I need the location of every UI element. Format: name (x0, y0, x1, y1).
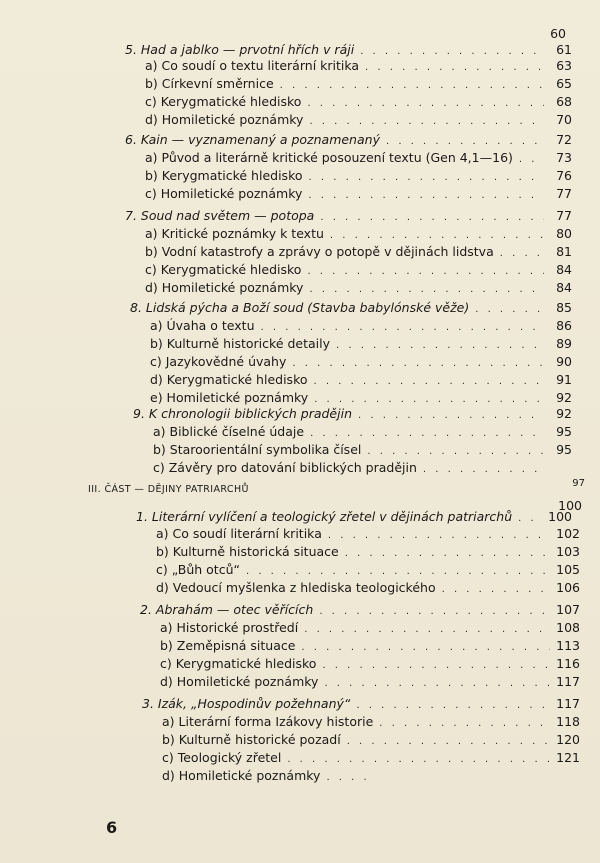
toc-entry (156, 580, 580, 598)
entry-page-number: 100 (548, 509, 572, 524)
entry-page-number: 84 (556, 262, 572, 277)
entry-page-number: 117 (556, 674, 580, 689)
part-title: III. ČÁST — DĚJINY PATRIARCHŮ (88, 484, 249, 495)
entry-page-number: 95 (556, 424, 572, 439)
toc-entry (145, 112, 572, 130)
entry-title: b) Církevní směrnice (145, 76, 274, 91)
entry-page-number: 63 (556, 58, 572, 73)
entry-page-number: 107 (556, 602, 580, 617)
dot-leader (309, 114, 544, 130)
dot-leader (475, 302, 544, 318)
entry-title: d) Kerygmatické hledisko (150, 372, 308, 387)
toc-entry (162, 750, 580, 768)
entry-title: b) Staroorientální symbolika čísel (153, 442, 362, 457)
entry-title: d) Homiletické poznámky (145, 280, 304, 295)
toc-entry (150, 336, 572, 354)
entry-page-number: 68 (556, 94, 572, 109)
entry-page-number: 118 (556, 714, 580, 729)
entry-title: b) Kulturně historické pozadí (162, 732, 341, 747)
dot-leader (423, 462, 544, 478)
entry-page-number: 77 (556, 186, 572, 201)
dot-leader (324, 676, 550, 692)
toc-entry (150, 318, 572, 336)
dot-leader (500, 246, 544, 262)
toc-entry (145, 168, 572, 186)
entry-page-number: 84 (556, 280, 572, 295)
dot-leader (358, 408, 544, 424)
page-folio: 6 (106, 818, 118, 837)
entry-title: c) Jazykovědné úvahy (150, 354, 287, 369)
toc-entry (153, 442, 572, 460)
toc-heading (133, 406, 572, 424)
dot-leader (301, 640, 550, 656)
dot-leader (309, 282, 544, 298)
dot-leader (280, 78, 544, 94)
entry-page-number: 92 (556, 390, 572, 405)
dot-leader (246, 564, 550, 580)
entry-title: d) Vedoucí myšlenka z hlediska teologického (156, 580, 436, 595)
entry-page-number: 73 (556, 150, 572, 165)
entry-title: d) Homiletické poznámky (162, 768, 321, 783)
entry-title: c) Kerygmatické hledisko (145, 94, 302, 109)
page-number-100: 100 (558, 498, 582, 513)
dot-leader (345, 546, 550, 562)
toc-entry (160, 674, 580, 692)
dot-leader (328, 528, 550, 544)
entry-page-number: 92 (556, 406, 572, 421)
toc-heading (142, 696, 580, 714)
entry-page-number: 80 (556, 226, 572, 241)
entry-title: e) Homiletické poznámky (150, 390, 309, 405)
dot-leader (365, 60, 544, 76)
entry-page-number: 61 (556, 42, 572, 57)
dot-leader (336, 338, 544, 354)
part-page-number: 97 (572, 478, 585, 489)
entry-page-number: 121 (556, 750, 580, 765)
entry-page-number: 102 (556, 526, 580, 541)
entry-title: b) Vodní katastrofy a zprávy o potopě v dějinách lidstva (145, 244, 494, 259)
toc-entry (160, 620, 580, 638)
entry-title: 1. Literární vylíčení a teologický zřetel v dějinách patriarchů (136, 509, 513, 524)
entry-page-number: 120 (556, 732, 580, 747)
entry-title: a) Úvaha o textu (150, 318, 255, 333)
entry-title: 6. Kain — vyznamenaný a poznamenaný (125, 132, 380, 147)
toc-entry (156, 562, 580, 580)
entry-title: 2. Abrahám — otec věřících (140, 602, 314, 617)
dot-leader (287, 752, 550, 768)
toc-entry (145, 244, 572, 262)
entry-page-number: 91 (556, 372, 572, 387)
dot-leader (330, 228, 544, 244)
dot-leader (367, 444, 544, 460)
toc-entry (162, 768, 400, 786)
entry-title: a) Co soudí literární kritika (156, 526, 322, 541)
entry-title: a) Literární forma Izákovy historie (162, 714, 374, 729)
dot-leader (356, 698, 550, 714)
toc-heading (125, 208, 572, 226)
page-number-60: 60 (550, 26, 566, 41)
entry-title: d) Homiletické poznámky (145, 112, 304, 127)
entry-page-number: 106 (556, 580, 580, 595)
entry-title: b) Zeměpisná situace (160, 638, 296, 653)
toc-entry (156, 544, 580, 562)
entry-page-number: 116 (556, 656, 580, 671)
toc-entry (145, 186, 572, 204)
entry-page-number: 77 (556, 208, 572, 223)
entry-title: b) Kerygmatické hledisko (145, 168, 303, 183)
entry-title: d) Homiletické poznámky (160, 674, 319, 689)
toc-entry (145, 94, 572, 112)
dot-leader (307, 96, 544, 112)
dot-leader (304, 622, 550, 638)
dot-leader (347, 734, 550, 750)
dot-leader (314, 374, 544, 390)
toc-entry (150, 372, 572, 390)
entry-page-number: 89 (556, 336, 572, 351)
toc-entry (162, 714, 580, 732)
entry-page-number: 72 (556, 132, 572, 147)
dot-leader (518, 511, 542, 527)
entry-page-number: 85 (556, 300, 572, 315)
entry-page-number: 86 (556, 318, 572, 333)
dot-leader (379, 716, 550, 732)
dot-leader (322, 658, 550, 674)
entry-title: b) Kulturně historické detaily (150, 336, 331, 351)
entry-title: a) Původ a literárně kritické posouzení textu (Gen 4,1—16) (145, 150, 513, 165)
entry-page-number: 95 (556, 442, 572, 457)
dot-leader (442, 582, 551, 598)
entry-title: c) Kerygmatické hledisko (145, 262, 302, 277)
entry-page-number: 76 (556, 168, 572, 183)
dot-leader (261, 320, 545, 336)
entry-title: c) Závěry pro datování biblických pradějin (153, 460, 417, 475)
dot-leader (320, 210, 544, 226)
dot-leader (292, 356, 544, 372)
toc-entry (153, 424, 572, 442)
dot-leader (319, 604, 550, 620)
entry-title: c) Homiletické poznámky (145, 186, 303, 201)
entry-title: a) Biblické číselné údaje (153, 424, 305, 439)
entry-page-number: 65 (556, 76, 572, 91)
entry-title: 7. Soud nad světem — potopa (125, 208, 315, 223)
dot-leader (326, 770, 372, 786)
toc-heading (136, 509, 572, 527)
entry-page-number: 108 (556, 620, 580, 635)
entry-title: c) „Bůh otců“ (156, 562, 240, 577)
entry-title: 3. Izák, „Hospodinův požehnaný“ (142, 696, 351, 711)
entry-page-number: 117 (556, 696, 580, 711)
toc-heading (130, 300, 572, 318)
toc-entry (160, 656, 580, 674)
toc-entry (145, 150, 572, 168)
toc-entry (145, 76, 572, 94)
entry-title: a) Kritické poznámky k textu (145, 226, 324, 241)
entry-page-number: 113 (556, 638, 580, 653)
dot-leader (308, 188, 544, 204)
entry-title: c) Kerygmatické hledisko (160, 656, 317, 671)
dot-leader (307, 264, 544, 280)
toc-entry (153, 460, 572, 478)
toc-entry (156, 526, 580, 544)
toc-heading (140, 602, 580, 620)
entry-title: a) Historické prostředí (160, 620, 299, 635)
entry-page-number: 103 (556, 544, 580, 559)
entry-title: c) Teologický zřetel (162, 750, 282, 765)
entry-page-number: 105 (556, 562, 580, 577)
dot-leader (519, 152, 544, 168)
entry-page-number: 81 (556, 244, 572, 259)
entry-title: 9. K chronologii biblických pradějin (133, 406, 352, 421)
entry-title: 8. Lidská pýcha a Boží soud (Stavba babylónské věže) (130, 300, 470, 315)
dot-leader (309, 170, 544, 186)
entry-title: b) Kulturně historická situace (156, 544, 339, 559)
toc-entry (160, 638, 580, 656)
toc-entry (150, 354, 572, 372)
entry-title: 5. Had a jablko — prvotní hřích v ráji (125, 42, 355, 57)
entry-title: a) Co soudí o textu literární kritika (145, 58, 360, 73)
entry-page-number: 70 (556, 112, 572, 127)
toc-entry (162, 732, 580, 750)
toc-entry (145, 262, 572, 280)
toc-entry (145, 280, 572, 298)
dot-leader (386, 134, 544, 150)
toc-heading (125, 132, 572, 150)
toc-entry (145, 226, 572, 244)
dot-leader (310, 426, 544, 442)
entry-page-number: 90 (556, 354, 572, 369)
toc-entry (145, 58, 572, 76)
